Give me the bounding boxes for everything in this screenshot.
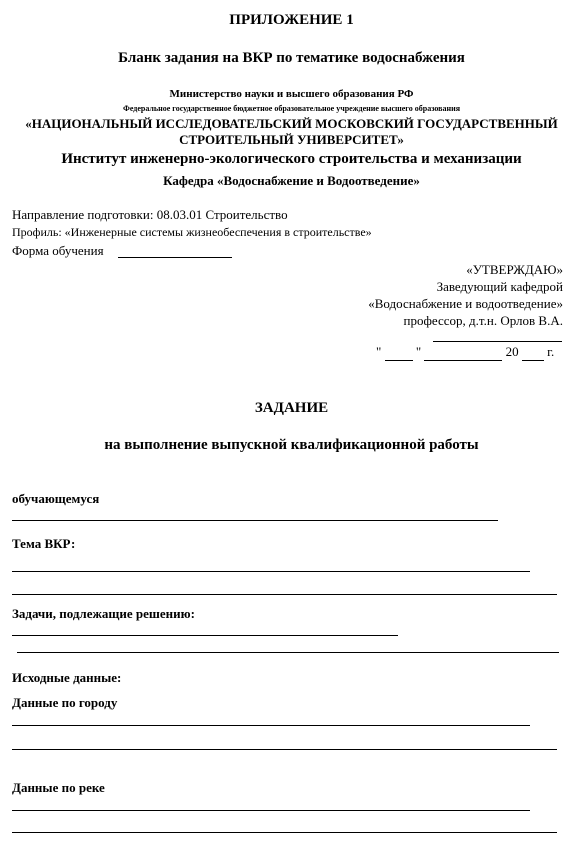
- quote-close: ": [415, 344, 422, 359]
- city-line-1: [12, 725, 530, 726]
- year-suffix: г.: [547, 344, 555, 359]
- study-form-line: [118, 257, 232, 258]
- approval-date: [376, 344, 554, 361]
- department-name: Кафедра «Водоснабжение и Водоотведение»: [163, 173, 420, 188]
- topic-line-2: [12, 594, 557, 595]
- river-line-2: [12, 832, 557, 833]
- student-label: обучающемуся: [12, 491, 100, 506]
- study-direction: Направление подготовки: 08.03.01 Строительство: [12, 207, 288, 222]
- signature-line: [433, 341, 562, 342]
- institute-name: Институт инженерно-экологического строительства и механизации: [61, 151, 522, 167]
- topic-label: Тема ВКР:: [12, 536, 76, 551]
- form-title: Бланк задания на ВКР по тематике водоснабжения: [118, 50, 465, 66]
- institution-type: Федеральное государственное бюджетное образовательное учреждение высшего образования: [122, 104, 461, 113]
- tasks-line-2: [17, 652, 559, 653]
- initial-data-label: Исходные данные:: [12, 670, 122, 685]
- city-data-label: Данные по городу: [12, 695, 118, 710]
- river-data-label: Данные по реке: [12, 780, 105, 795]
- approval-head: Заведующий кафедрой: [436, 279, 563, 294]
- approval-title: «УТВЕРЖДАЮ»: [466, 262, 563, 277]
- study-profile: Профиль: «Инженерные системы жизнеобеспечения в строительстве»: [12, 225, 372, 239]
- task-subtitle: на выполнение выпускной квалификационной работы: [104, 437, 479, 453]
- university-name-line1: «НАЦИОНАЛЬНЫЙ ИССЛЕДОВАТЕЛЬСКИЙ МОСКОВСКИЙ ГОСУДАРСТВЕННЫЙ: [25, 116, 558, 131]
- student-line: [12, 520, 498, 521]
- year-prefix: 20: [505, 344, 519, 359]
- month-blank: [424, 344, 502, 361]
- study-form-label: Форма обучения: [12, 243, 104, 258]
- quote-open: ": [376, 344, 382, 359]
- city-line-2: [12, 749, 557, 750]
- appendix-heading: ПРИЛОЖЕНИЕ 1: [229, 12, 354, 28]
- university-name-line2: СТРОИТЕЛЬНЫЙ УНИВЕРСИТЕТ»: [179, 132, 404, 147]
- ministry-name: Министерство науки и высшего образования РФ: [169, 88, 414, 100]
- topic-line-1: [12, 571, 530, 572]
- approval-professor: профессор, д.т.н. Орлов В.А.: [403, 313, 563, 328]
- year-blank: [522, 344, 544, 361]
- approval-department: «Водоснабжение и водоотведение»: [368, 296, 563, 311]
- task-title: ЗАДАНИЕ: [254, 400, 329, 416]
- day-blank: [385, 344, 413, 361]
- tasks-label: Задачи, подлежащие решению:: [12, 606, 195, 621]
- tasks-line-1: [12, 635, 398, 636]
- river-line-1: [12, 810, 530, 811]
